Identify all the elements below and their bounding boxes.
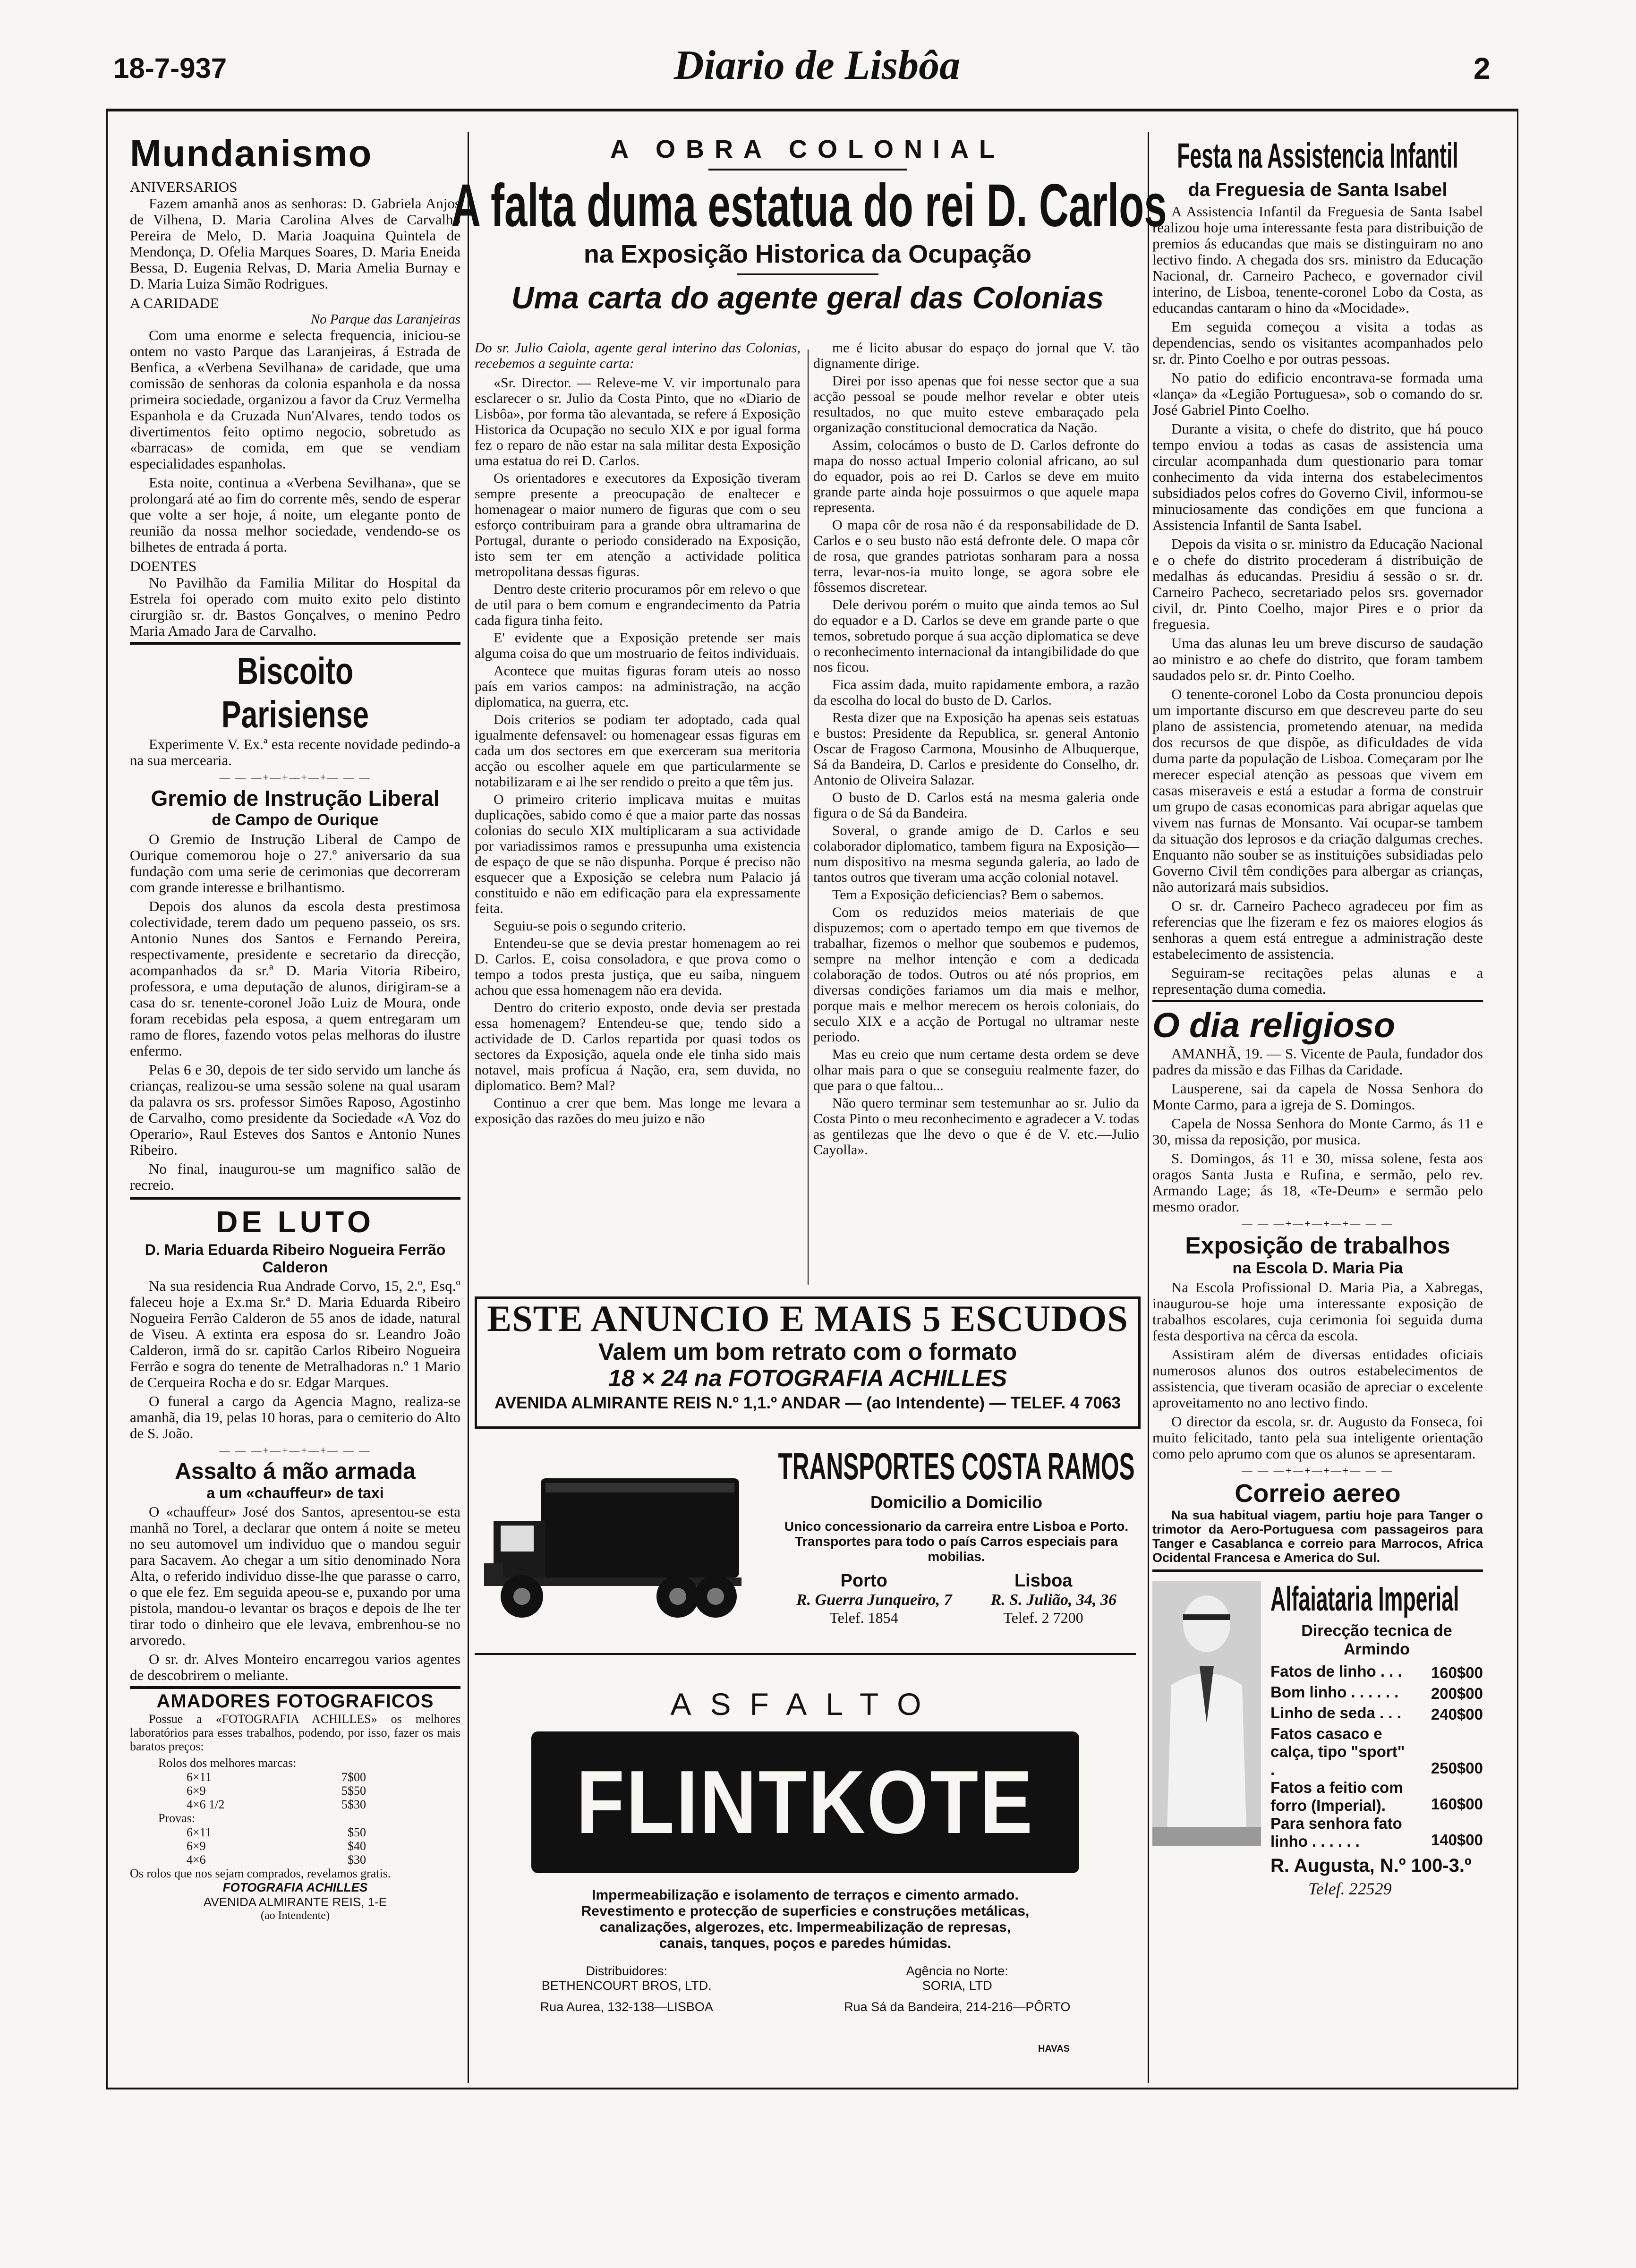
assalto-title: Assalto á mão armada xyxy=(175,1459,416,1484)
top-frame-rule xyxy=(106,109,1518,111)
price-value: $50 xyxy=(348,1825,366,1839)
divider xyxy=(708,169,907,171)
letter-paragraph: Não quero terminar sem testemunhar ao sr. Julio da Costa Pinto o meu reconhecimento e agradecer a V. todas as gentilezas que lhe devo o que é de V. etc.—Julio Cayolla». xyxy=(813,1095,1139,1158)
letter-paragraph: Resta dizer que na Exposição ha apenas seis estatuas e bustos: Presidente da Republica, sr. general Antonio Oscar de Fragoso Carmona, Mousinho de Albuquerque, Sá da Bandeira, D. Carlos e presidente do Conselho, dr. Antonio de Oliveira Salazar. xyxy=(813,710,1139,788)
right-frame-rule xyxy=(1517,109,1518,2089)
festa-paragraph: Uma das alunas leu um breve discurso de saudação ao ministro e ao chefe do distrito, que foram tambem saudados pelo sr. dr. Pinto Coelho. xyxy=(1152,635,1483,683)
festa-paragraph: Seguiram-se recitações pelas alunas e a representação duma comedia. xyxy=(1152,964,1483,997)
exposicao-paragraph: O director da escola, sr. dr. Augusto da Fonseca, foi muito felicitado, tanto pela sua inteligente orientação como pelo aprumo com que os alunos se apresentaram. xyxy=(1152,1413,1483,1462)
agent-name: SORIA, LTD xyxy=(922,1978,992,1993)
col-rule-3 xyxy=(1148,132,1149,2083)
gremio-title: Gremio de Instrução Liberal xyxy=(151,786,440,810)
price-value: 5$50 xyxy=(341,1784,366,1798)
center-left-col xyxy=(475,340,801,1128)
flintkote-brand-block xyxy=(531,1731,1079,1873)
center-top xyxy=(451,135,1167,315)
left-frame-rule xyxy=(106,109,108,2089)
letter-paragraph: Entendeu-se que se devia prestar homenagem ao rei D. Carlos. E, coisa consoladora, e que prova como o tempo a todos presta justiça, que eu saiba, ninguem achou que essa homenagem não era devida. xyxy=(475,936,801,998)
item-price: 250$00 xyxy=(1431,1759,1483,1777)
alfaiataria-address: R. Augusta, N.º 100-3.º xyxy=(1270,1855,1472,1876)
page-number: 2 xyxy=(1474,51,1491,85)
religioso-paragraph: S. Domingos, ás 11 e 30, missa solene, festa aos oragos Santa Justa e Rufina, e sermão, pelo rev. Armando Lage; ás 18, «Te-Deum» e sermão pelo mesmo orador. xyxy=(1152,1150,1483,1215)
tailor-price-row xyxy=(1270,1683,1483,1704)
aniversarios-head: ANIVERSARIOS xyxy=(130,179,238,195)
dist-addr: Rua Aurea, 132-138—LISBOA xyxy=(540,2000,713,2014)
assalto-subtitle: a um «chauffeur» de taxi xyxy=(206,1484,384,1501)
letter-paragraph: Mas eu creio que num certame desta ordem se deve olhar mais para o que se conseguiu realmente fazer, do que para o que faltou... xyxy=(813,1047,1139,1093)
gremio-subtitle: de Campo de Ourique xyxy=(212,811,379,829)
item-price: 200$00 xyxy=(1431,1685,1483,1702)
subhead2: Uma carta do agente geral das Colonias xyxy=(511,280,1104,315)
religioso-paragraph: Lausperene, sai da capela de Nossa Senhora do Monte Carmo, para a igreja de S. Domingos. xyxy=(1152,1080,1483,1113)
letter-paragraph: Seguiu-se pois o segundo criterio. xyxy=(494,918,686,934)
havas-credit: HAVAS xyxy=(1038,2044,1070,2054)
amadores-intro: Possue a «FOTOGRAFIA ACHILLES» os melhores laboratórios para esses trabalhos, podendo, por isso, fazer os mais baratos preços: xyxy=(130,1712,460,1753)
tailor-price-row xyxy=(1270,1815,1483,1850)
festa-paragraph: O sr. dr. Carneiro Pacheco agradeceu por fim as referencias que lhe fizeram e fez os maiores elogios ás senhoras a quem está entregue a administração deste estabelecimento de assistencia. xyxy=(1152,897,1483,962)
luto-name: D. Maria Eduarda Ribeiro Nogueira Ferrão Calderon xyxy=(145,1241,446,1276)
amadores-title: AMADORES FOTOGRAFICOS xyxy=(156,1691,434,1712)
achilles-line3: 18 × 24 na FOTOGRAFIA ACHILLES xyxy=(608,1365,1007,1391)
divider: — — —+—+—+—+— — — xyxy=(219,771,371,783)
letter-paragraph: Soveral, o grande amigo de D. Carlos e seu colaborador diplomatico, tambem figura na Exposição—num dispositivo na mesma segunda galeria, ao lado de tantos outros que tiveram uma acção colonial notavel. xyxy=(813,823,1139,885)
exposicao-paragraph: Na Escola Profissional D. Maria Pia, a Xabregas, inaugurou-se hoje uma interessante exposição de trabalhos escolares, cuja cerimonia foi seguida duma festa desportiva na cêrca da escola. xyxy=(1152,1279,1483,1344)
festa-title: Festa na Assistencia Infantil xyxy=(1177,136,1458,175)
festa-paragraph: Depois da visita o sr. ministro da Educação Nacional e o chefe do distrito procederam á distribuição de medalhas ás educandas. Presidiu á sessão o sr. dr. Carneiro Pacheco, secretariado pelos srs. governador civil, dr. Pinto Coelho, major Pires e o prior da freguesia. xyxy=(1152,536,1483,632)
divider xyxy=(130,642,460,645)
luto-p1: Na sua residencia Rua Andrade Corvo, 15, 2.º, Esq.º faleceu hoje a Ex.ma Sr.ª D. Maria Eduarda Ribeiro Nogueira Ferrão Calderon de 55 anos de idade, natural de Viseu. A extinta era esposa do sr. Leandro João Calderon, irmã do sr. capitão Carlos Ribeiro Nogueira Ferrão e sogra do tenente de Metralhadoras n.º 1 Mario de Cerqueira Rocha e do sr. Edgar Marques. xyxy=(130,1278,460,1390)
agent-head: Agência no Norte: xyxy=(906,1964,1008,1978)
divider xyxy=(737,273,878,275)
achilles-line2: Valem um bom retrato com o formato xyxy=(598,1339,1017,1365)
letter-paragraph: Dele derivou porém o muito que ainda temos ao Sul do equador e a D. Carlos se deve em grande parte o que temos, sobretudo porque á sua acção diplomatica se deve o reconhecimento internacional da intangibilidade do que nos ficou. xyxy=(813,597,1139,675)
rolos-head: Rolos dos melhores marcas: xyxy=(158,1756,297,1770)
letter-paragraph: Direi por isso apenas que foi nesse sector que a sua acção pessoal se poude melhor revelar e obter uteis resultados, no que muito esteve embaraçado pela organização constitucional democratica da Nação. xyxy=(813,373,1139,435)
price-value: 5$30 xyxy=(341,1798,366,1811)
prova-price-row xyxy=(187,1839,366,1853)
alfaiataria-telef: Telef. 22529 xyxy=(1308,1879,1392,1898)
festa-paragraph: Em seguida começou a visita a todas as dependencias, sendo os visitantes acompanhados pelo sr. dr. Pinto Coelho e por outras pessoas. xyxy=(1152,318,1483,367)
letter-paragraph: O busto de D. Carlos está na mesma galeria onde figura o de Sá da Bandeira. xyxy=(813,790,1139,821)
aniversarios-text: Fazem amanhã anos as senhoras: D. Gabriela Anjos de Vilhena, D. Maria Carolina Alves de Carvalho Pereira de Melo, D. Maria Joaquina Quintela de Mendonça, D. Ofelia Marques Soares, D. Maria Eneida Bessa, D. Eugenia Relvas, D. Maria Amelia Burnay e D. Maria Luiza Simão Rodrigues. xyxy=(130,195,460,292)
size-label: 4×6 xyxy=(187,1853,206,1867)
mundanismo-title: Mundanismo xyxy=(130,132,373,174)
tailor-price-row xyxy=(1270,1663,1483,1683)
item-price: 240$00 xyxy=(1431,1705,1483,1723)
page-date: 18-7-937 xyxy=(113,52,227,84)
gremio-p1: O Gremio de Instrução Liberal de Campo de Ourique comemorou hoje o 27.º aniversario da sua fundação com uma serie de cerimonias que decorreram com grande interesse e brilhantismo. xyxy=(130,831,460,895)
transportes-bottom-rule xyxy=(475,1653,1136,1655)
dist-head: Distribuidores: xyxy=(586,1964,667,1978)
flintkote-top: ASFALTO xyxy=(670,1687,940,1722)
festa-paragraph: No patio do edificio encontrava-se formada uma «lança» da «Legião Portuguesa», sob o comando do sr. José Gabriel Pinto Coelho. xyxy=(1152,369,1483,418)
achilles-line1: ESTE ANUNCIO E MAIS 5 ESCUDOS xyxy=(487,1298,1128,1339)
alfaiataria-box xyxy=(1152,1569,1483,1907)
divider: — — —+—+—+—+— — — xyxy=(1242,1218,1394,1229)
center-mid-rule xyxy=(808,350,809,1285)
price-value: 7$00 xyxy=(341,1770,366,1784)
tailor-price-row xyxy=(1270,1704,1483,1725)
exposicao-title: Exposição de trabalhos xyxy=(1185,1232,1450,1259)
letter-paragraph: Continuo a crer que bem. Mas longe me levara a exposição das razões do meu juizo e não xyxy=(475,1095,801,1126)
price-value: $40 xyxy=(348,1839,366,1853)
rolo-price-row xyxy=(187,1770,366,1784)
caridade-sub: No Parque das Laranjeiras xyxy=(310,312,460,327)
letter-paragraph: «Sr. Director. — Releve-me V. vir importunalo para esclarecer o sr. Julio da Costa Pinto, que no «Diario de Lisbôa», por forma tão alevantada, se refere á Exposição Historica da Ocupação no seculo XIX e por igual forma fez o reparo de não estar na sala militar desta Exposição uma estatua do rei D. Carlos. xyxy=(475,375,801,469)
masthead: Diario de Lisbôa xyxy=(673,43,961,88)
gremio-p2: Depois dos alunos da escola desta prestimosa colectividade, terem dado um pequeno passeio, os srs. Antonio Nunes dos Santos e Fernando Pereira, respectivamente, presidente e secretario da direcção, acompanhados da sr.ª D. Maria Vitoria Ribeiro, professora, e uma deputação de alunos, dirigiram-se a casa do sr. tenente-coronel João Luiz de Moura, onde foram recebidas pela esposa, a quem entregaram um ramo de flores, fazendo votos pelas melhoras do ilustre enfermo. xyxy=(130,898,460,1059)
main-headline: A falta duma estatua do rei D. Carlos xyxy=(451,172,1167,239)
letter-paragraph: O mapa côr de rosa não é da responsabilidade de D. Carlos e o seu busto não está defronte dele. O mapa côr de rosa, que grandes patriotas sonharam para a nossa terra, levar-nos-ia muito longe, se agora sobre ele fôssemos discretear. xyxy=(813,517,1139,595)
tailor-portrait xyxy=(1152,1581,1261,1846)
gremio-p4: No final, inaugurou-se um magnifico salão de recreio. xyxy=(130,1160,460,1193)
amadores-box xyxy=(130,1686,460,1922)
flintkote-brand: FLINTKOTE xyxy=(576,1752,1034,1852)
gremio-p3: Pelas 6 e 30, depois de ter sido servido um lanche ás crianças, realizou-se uma sessão solene na qual usaram da palavra os srs. professor Simões Raposo, Agostinho de Carvalho, como presidente da Sociedade «A Voz do Operario», Raul Esteves dos Santos e Antonio Nunes Ribeiro. xyxy=(130,1061,460,1158)
city-porto: Porto xyxy=(840,1571,887,1591)
item-name: Bom linho . . . . . . xyxy=(1270,1683,1399,1701)
rolo-price-row xyxy=(187,1784,366,1798)
festa-paragraph: Durante a visita, o chefe do distrito, que há pouco tempo enviou a todas as casas de assistencia uma circular acompanhada dum questionario para tomar conhecimento da vida interna dos estabelecimentos subsidiados pelos cofres do Governo Civil, informou-se minuciosamente das condições em que funciona a Assistencia Infantil de Santa Isabel. xyxy=(1152,420,1483,533)
biscoito-title: Biscoito Parisiense xyxy=(221,650,369,735)
correio-text: Na sua habitual viagem, partiu hoje para Tanger o trimotor da Aero-Portuguesa com passageiros para Tanger e Casablanca e correio para Marrocos, Africa Ocidental Francesa e America do Sul. xyxy=(1152,1508,1483,1565)
luto-title: DE LUTO xyxy=(216,1205,375,1239)
letter-paragraph: Dentro deste criterio procuramos pôr em relevo o que de util para o bem comum e engrandecimento da Patria cada figura tinha feito. xyxy=(475,581,801,628)
letter-paragraph: O primeiro criterio implicava muitas e muitas duplicações, sabido como é que a maior parte das nossas colonias do seculo XIX multiplicaram a sua actividade por variadissimos ramos e pressupunha uma existencia de espaço de que se não dispunha. Porque é preciso não esquecer que a Exposição se celebra num Palacio já constituido e não em edificação para ela expressamente feita. xyxy=(475,792,801,916)
prova-price-row xyxy=(187,1825,366,1839)
column-left xyxy=(130,132,460,1922)
achilles-line4: AVENIDA ALMIRANTE REIS N.º 1,1.º ANDAR — (ao Intendente) — TELEF. 4 7063 xyxy=(494,1394,1121,1412)
religioso-title: O dia religioso xyxy=(1152,1006,1395,1045)
alfaiataria-title: Alfaiataria Imperial xyxy=(1270,1580,1459,1618)
caridade-p2: Esta noite, continua a «Verbena Sevilhana», que se prolongará até ao fim do corrente mês, sendo de esperar que volte a ser hoje, á noite, um elegante ponto de reunião da nossa melhor sociedade, vendendo-se os bilhetes de entrada á porta. xyxy=(130,474,460,555)
doentes-head: DOENTES xyxy=(130,558,197,574)
letter-paragraph: Dois criterios se podiam ter adoptado, cada qual igualmente defensavel: ou homenagear essas figuras em cada um dos sectores em que exerceram sua meritoria acção ou escolher aquele em que particularmente se notabilizaram e ai lhe ser rendido o preito a que têm jus. xyxy=(475,712,801,790)
transportes-sub: Domicilio a Domicilio xyxy=(870,1492,1043,1512)
rolos-price-list xyxy=(130,1770,366,1811)
amadores-note: Os rolos que nos sejam comprados, revelamos gratis. xyxy=(130,1867,391,1880)
flintkote-desc4: canais, tanques, poços e paredes húmidas. xyxy=(659,1935,952,1951)
provas-head: Provas: xyxy=(158,1811,195,1825)
caridade-p1: Com uma enorme e selecta frequencia, iniciou-se ontem no vasto Parque das Laranjeiras, á Estrada de Benfica, a «Verbena Sevilhana» de caridade, que uma comissão de senhoras da colonia espanhola e da nossa primeira sociedade, organizou a favor da Cruz Vermelha Espanhola e da Cruzada Nun'Alvares, tendo todos os divertimentos feito optimo negocio, sobretudo as «barracas» de comida, em que se vendiam especialidades espanholas. xyxy=(130,327,460,472)
transportes-text: Unico concessionario da carreira entre Lisboa e Porto. Transportes para todo o país Carros especiais para mobilias. xyxy=(784,1519,1129,1564)
price-value: $30 xyxy=(348,1853,366,1867)
letter-paragraph: E' evidente que a Exposição pretende ser mais alguma coisa do que um mostruario de feitos individuais. xyxy=(475,630,801,661)
truck-illustration xyxy=(484,1469,749,1625)
letter-paragraph: Com os reduzidos meios materiais de que dispuzemos; com o apertado tempo em que tivemos de trabalhar, fizemos o melhor que soubemos e pudemos, sempre na melhor intenção e com a dedicada colaboração de todos. Outros ou até nós proprios, em diversas condições fariamos um dia mais e melhor, porque mais e melhor merecem os herois coloniais, do seculo XIX e a acção de Portugal no ultramar neste periodo. xyxy=(813,904,1139,1045)
letter-paragraph: Acontece que muitas figuras foram uteis ao nosso país em varios campos: na administração, na acção diplomatica, na guerra, etc. xyxy=(475,663,801,710)
letter-paragraph: Os orientadores e executores da Exposição tiveram sempre presente a preocupação de enaltecer e homenagear o maior numero de figuras que com o seu esforço contribuiram para a grande obra ultramarina de Portugal, durante o periodo considerado na Exposição, isto sem ter em atenção a actividade politica metropolitana dessas figuras. xyxy=(475,470,801,580)
size-label: 6×9 xyxy=(187,1784,206,1798)
festa-paragraph: O tenente-coronel Lobo da Costa pronunciou depois um importante discurso em que descreveu parte do seu plano de assistencia, prometendo atenuar, na medida dos recursos de que dispõe, as dificuldades de vida duma parte da população de Lisboa. Começaram por lhe merecer especial atenção as pessoas que vivem em casas miseraveis e está a estudar a forma de construir um grupo de casas economicas para abrigar aquelas que vivem nas furnas de Monsanto. Vai ocupar-se tambem da situação dos leprosos e da criação dalgumas creches. Enquanto não souber se as instituições subsidiadas pelo Governo Civil têm condições para albergar as crianças, não autorizará mais subsidios. xyxy=(1152,686,1483,895)
subhead: na Exposição Historica da Ocupação xyxy=(583,240,1032,268)
assalto-p2: O sr. dr. Alves Monteiro encarregou varios agentes de descobrirem o meliante. xyxy=(130,1651,460,1683)
flintkote-desc1: Impermeabilização e isolamento de terraços e cimento armado. xyxy=(592,1887,1019,1903)
size-label: 6×11 xyxy=(187,1825,212,1839)
section-title: A OBRA COLONIAL xyxy=(610,135,1005,163)
dist-name: BETHENCOURT BROS, LTD. xyxy=(541,1978,712,1993)
divider: — — —+—+—+—+— — — xyxy=(1242,1465,1394,1476)
size-label: 4×6 1/2 xyxy=(187,1798,225,1811)
city-lisboa: Lisboa xyxy=(1014,1571,1073,1591)
letter-paragraph: Tem a Exposição deficiencias? Bem o sabemos. xyxy=(832,887,1104,903)
letter-paragraph: Fica assim dada, muito rapidamente embora, a razão da escolha do local do busto de D. Carlos. xyxy=(813,677,1139,708)
exposicao-paragraph: Assistiram além de diversas entidades oficiais numerosos alunos dos outros estabelecimentos de assistencia, que tiveram ocasião de apreciar o excelente aproveitamento no ano lectivo findo. xyxy=(1152,1346,1483,1411)
letter-intro: Do sr. Julio Caiola, agente geral interino das Colonias, recebemos a seguinte carta: xyxy=(475,340,801,371)
divider xyxy=(130,1197,460,1200)
item-price: 140$00 xyxy=(1431,1831,1483,1849)
tailor-price-row xyxy=(1270,1725,1483,1779)
bottom-frame-rule xyxy=(106,2088,1518,2089)
prova-price-row xyxy=(187,1853,366,1867)
divider xyxy=(1152,1000,1483,1002)
tailor-price-row xyxy=(1270,1779,1483,1815)
size-label: 6×9 xyxy=(187,1839,206,1853)
amadores-footer2: AVENIDA ALMIRANTE REIS, 1-E xyxy=(203,1895,387,1909)
tel-porto: Telef. 1854 xyxy=(829,1609,898,1626)
item-price: 160$00 xyxy=(1431,1795,1483,1813)
assalto-p1: O «chauffeur» José dos Santos, apresentou-se esta manhã no Torel, a declarar que ontem á noite se meteu no seu automovel um individuo que o mandou seguir para Sacavem. Ao chegar a um sitio denominado Nora Alta, o referido individuo disse-lhe que parasse o carro, o que ele fez. Em seguida apeou-se e, puxando por uma pistola, mandou-o levantar os braços e depois de lhe ter tirar todo o dinheiro que ele levava, embrenhou-se no arvoredo. xyxy=(130,1503,460,1648)
correio-title: Correio aereo xyxy=(1235,1479,1401,1508)
biscoito-text: Experimente V. Ex.ª esta recente novidade pedindo-a na sua mercearia. xyxy=(130,736,460,768)
festa-paragraph: A Assistencia Infantil da Freguesia de Santa Isabel realizou hoje uma interessante festa para distribuição de premios ás educandas que mais se distinguiram no ano lectivo findo. A chegada dos srs. ministro da Educação Nacional, dr. Carneiro Pacheco, e governador civil interino, de Lisboa, tenente-coronel Lobo da Costa, as educandas cantaram o hino da «Mocidade». xyxy=(1152,203,1483,316)
exposicao-subtitle: na Escola D. Maria Pia xyxy=(1232,1259,1403,1277)
amadores-footer1: FOTOGRAFIA ACHILLES xyxy=(222,1880,368,1894)
item-name: Fatos de linho . . . xyxy=(1270,1663,1402,1680)
flintkote-ad xyxy=(475,1681,1136,2083)
festa-subtitle: da Freguesia de Santa Isabel xyxy=(1188,179,1448,200)
flintkote-desc3: canalizações, algerozes, etc. Impermeabilização de represas, xyxy=(599,1919,1011,1935)
center-right-col xyxy=(813,340,1139,1160)
flintkote-desc2: Revestimento e protecção de superficies e construções metálicas, xyxy=(581,1903,1030,1919)
caridade-head: A CARIDADE xyxy=(130,295,219,311)
tel-lisboa: Telef. 2 7200 xyxy=(1003,1609,1083,1626)
item-name: Fatos a feitio com forro (Imperial). xyxy=(1270,1779,1403,1814)
achilles-ad xyxy=(475,1296,1141,1429)
column-right xyxy=(1152,132,1483,1907)
amadores-footer3: (ao Intendente) xyxy=(261,1910,330,1922)
transportes-title: TRANSPORTES COSTA RAMOS xyxy=(778,1445,1135,1487)
letter-paragraph: Assim, colocámos o busto de D. Carlos defronte do mapa do nosso actual Imperio colonial africano, ao sul do equador, pois ao rei D. Carlos se deve em muito grande parte ainda hoje possuirmos o que aquele mapa representa. xyxy=(813,437,1139,515)
divider: — — —+—+—+—+— — — xyxy=(219,1444,371,1456)
provas-price-list xyxy=(130,1825,366,1867)
size-label: 6×11 xyxy=(187,1770,212,1784)
addr-porto: R. Guerra Junqueiro, 7 xyxy=(796,1591,952,1609)
doentes-text: No Pavilhão da Familia Militar do Hospital da Estrela foi operado com muito exito pelo distinto cirurgião sr. dr. Bastos Gonçalves, o menino Pedro Maria Amado Jara de Carvalho. xyxy=(130,574,460,639)
religioso-paragraph: AMANHÃ, 19. — S. Vicente de Paula, fundador dos padres da missão e das Filhas da Caridade. xyxy=(1152,1045,1483,1078)
item-price: 160$00 xyxy=(1431,1664,1483,1681)
letter-paragraph: me é licito abusar do espaço do jornal que V. tão dignamente dirige. xyxy=(813,340,1139,371)
religioso-paragraph: Capela de Nossa Senhora do Monte Carmo, ás 11 e 30, missa da reposição, por musica. xyxy=(1152,1115,1483,1148)
col-rule-1 xyxy=(468,132,469,2083)
luto-p2: O funeral a cargo da Agencia Magno, realiza-se amanhã, dia 19, pelas 10 horas, para o cemiterio do Alto de S. João. xyxy=(130,1393,460,1441)
addr-lisboa: R. S. Julião, 34, 36 xyxy=(990,1591,1117,1609)
rolo-price-row xyxy=(187,1798,366,1811)
agent-addr: Rua Sá da Bandeira, 214-216—PÔRTO xyxy=(844,2000,1071,2014)
transportes-ad xyxy=(475,1441,1136,1648)
item-name: Linho de seda . . . xyxy=(1270,1704,1401,1722)
letter-paragraph: Dentro do criterio exposto, onde devia ser prestada essa homenagem? Entendeu-se que, tendo sido a actividade de D. Carlos repartida por quasi todos os sectores da Exposição, aquela onde ele tinha sido mais notavel, mais profícua á Nação, era, sem duvida, no diplomatico. Bem? Mal? xyxy=(475,1000,801,1093)
item-name: Fatos casaco e calça, tipo "sport" . xyxy=(1270,1725,1405,1778)
item-name: Para senhora fato linho . . . . . . xyxy=(1270,1815,1402,1850)
alfaiataria-subtitle: Direcção tecnica de Armindo xyxy=(1301,1622,1452,1658)
